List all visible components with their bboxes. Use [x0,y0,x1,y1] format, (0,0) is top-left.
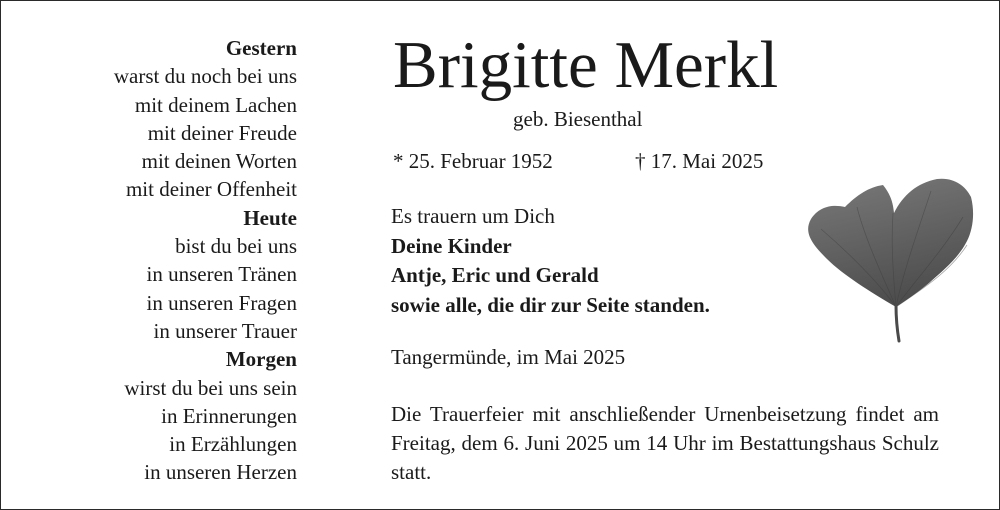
poem-line: mit deinen Worten [141,149,297,174]
poem-line: in unseren Herzen [144,460,297,485]
poem-line: bist du bei uns [175,234,297,259]
poem-line: wirst du bei uns sein [124,375,297,400]
poem-line: mit deiner Offenheit [125,177,297,202]
ginkgo-leaf-stem [896,305,899,341]
place-date: Tangermünde, im Mai 2025 [391,345,626,369]
poem [114,34,297,487]
mourners-line: Deine Kinder [391,233,512,258]
mourners-block [391,202,710,320]
poem-line: in unseren Tränen [146,262,297,287]
poem-line: in unserer Trauer [153,318,297,343]
poem-line: in unseren Fragen [146,290,297,315]
poem-line: mit deinem Lachen [134,92,297,117]
funeral-service-info: Die Trauerfeier mit anschließender Urnenbeisetzung findet am Freitag, dem 6. Juni 2025 um 14 Uhr im Bestattungshaus Schulz statt. [391,402,939,484]
mourners-line: Es trauern um Dich [391,204,555,228]
mourners-line: sowie alle, die dir zur Seite standen. [391,292,710,317]
ginkgo-leaf-blade [808,179,973,307]
maiden-name: geb. Biesenthal [513,107,643,131]
poem-line: warst du noch bei uns [113,64,297,89]
birth-date: * 25. Februar 1952 [393,149,553,173]
ginkgo-leaf-icon [799,173,977,343]
poem-line: in Erinnerungen [161,403,297,428]
poem-line: Morgen [225,347,297,372]
poem-line: Heute [243,205,297,230]
deceased-name: Brigitte Merkl [393,28,779,102]
poem-line: Gestern [225,36,297,60]
mourners-line: Antje, Eric und Gerald [391,263,599,287]
poem-line: mit deiner Freude [147,120,297,145]
poem-line: in Erzählungen [169,432,297,457]
death-date: † 17. Mai 2025 [635,149,764,173]
